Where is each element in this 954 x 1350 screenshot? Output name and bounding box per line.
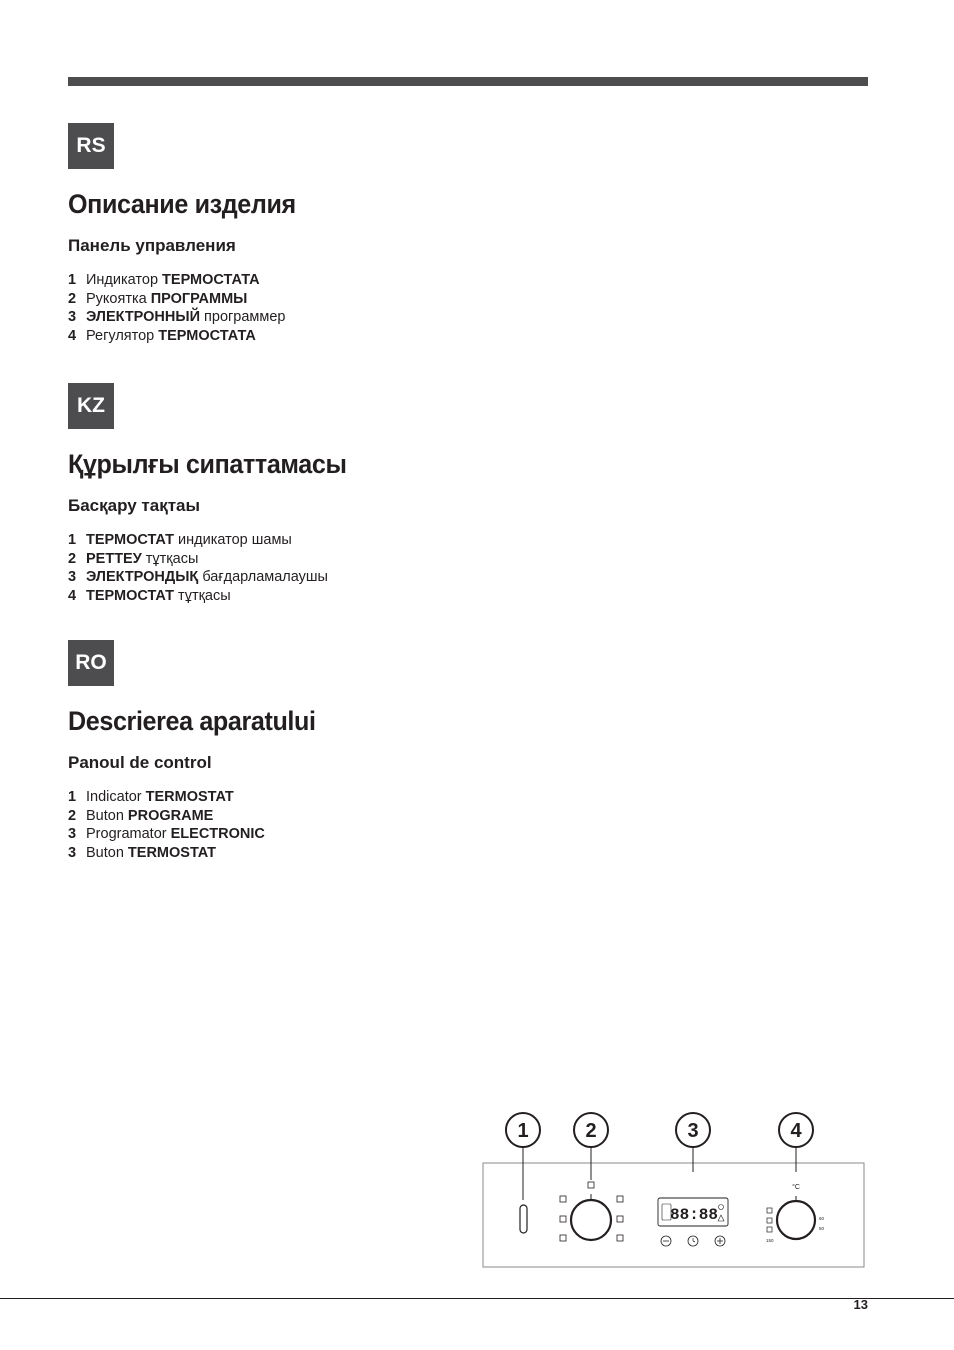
list-item (68, 550, 328, 569)
item-bold: ТЕРМОСТАТ (86, 532, 175, 548)
section-title: Құрылғы сипаттамасы (68, 449, 347, 479)
item-text: Programator (86, 826, 171, 842)
callout-label: 2 (585, 1120, 597, 1142)
callout-2 (574, 1113, 608, 1147)
item-number: 3 (68, 826, 77, 842)
callout-label: 1 (517, 1120, 529, 1142)
celsius-label: °C (792, 1184, 800, 1191)
item-list (68, 531, 328, 605)
plus-button[interactable] (715, 1236, 725, 1246)
display-digits: 88:88 (669, 1206, 719, 1224)
item-bold: ЭЛЕКТРОНДЫҚ (86, 569, 199, 585)
item-text: Регулятор (86, 327, 159, 344)
clock-button[interactable] (688, 1236, 698, 1246)
list-item (68, 271, 286, 290)
item-text: тұтқасы (174, 587, 231, 604)
list-item (68, 531, 328, 550)
section-rs (68, 123, 668, 344)
item-number: 2 (68, 290, 77, 307)
item-text: Индикатор (86, 272, 163, 288)
dial-scale-label: 50 (819, 1226, 825, 1231)
item-bold: PROGRAME (127, 807, 214, 824)
language-badge: KZ (68, 383, 114, 429)
item-list (68, 271, 286, 345)
top-rule (68, 77, 868, 86)
language-badge: RS (68, 123, 114, 169)
callout-1 (506, 1113, 540, 1147)
section-ro (68, 640, 668, 861)
item-number: 3 (68, 569, 77, 585)
item-bold: TERMOSTAT (127, 844, 216, 861)
list-item (68, 844, 265, 863)
dial-scale-label: 60 (819, 1216, 825, 1221)
list-item (68, 290, 286, 309)
item-number: 2 (68, 807, 77, 824)
section-subtitle: Басқару тақтаы (68, 496, 201, 515)
item-text: бағдарламалаушы (198, 569, 328, 585)
item-bold: ТЕРМОСТАТА (158, 327, 256, 344)
electronic-programmer (658, 1198, 728, 1226)
list-item (68, 825, 265, 844)
item-bold: ТЕРМОСТАТА (162, 272, 260, 288)
callout-label: 4 (790, 1120, 802, 1142)
item-number: 4 (68, 327, 77, 344)
item-bold: ПРОГРАММЫ (150, 290, 248, 307)
section-title: Описание изделия (68, 189, 296, 219)
control-panel-diagram (480, 1110, 870, 1270)
section-subtitle: Panoul de control (68, 753, 212, 772)
language-badge: RO (68, 640, 114, 686)
item-number: 1 (68, 272, 77, 288)
item-bold: ТЕРМОСТАТ (86, 587, 175, 604)
item-text: Indicator (86, 789, 146, 805)
minus-button[interactable] (661, 1236, 671, 1246)
list-item (68, 788, 265, 807)
item-bold: TERMOSTAT (145, 789, 234, 805)
item-text: Buton (86, 807, 128, 824)
section-title: Descrierea aparatului (68, 706, 316, 736)
item-bold: РЕТТЕУ (86, 550, 142, 567)
list-item (68, 807, 265, 826)
bottom-rule (0, 1298, 954, 1299)
page-number: 13 (853, 1297, 868, 1312)
item-number: 1 (68, 532, 77, 548)
item-text: Buton (86, 844, 128, 861)
item-list (68, 788, 265, 862)
section-kz (68, 383, 668, 604)
callout-3 (676, 1113, 710, 1147)
list-item (68, 308, 286, 327)
item-number: 3 (68, 309, 77, 325)
list-item (68, 327, 286, 346)
list-item (68, 568, 328, 587)
item-number: 4 (68, 587, 77, 604)
item-number: 1 (68, 789, 77, 805)
item-text: Рукоятка (86, 290, 151, 307)
list-item (68, 587, 328, 606)
dial-scale-label: 150 (766, 1238, 774, 1243)
item-number: 3 (68, 844, 77, 861)
item-text: индикатор шамы (174, 532, 292, 548)
thermostat-scale-icons (767, 1208, 772, 1232)
item-bold: ELECTRONIC (170, 826, 265, 842)
thermostat-indicator-light (520, 1205, 527, 1233)
item-text: программер (200, 309, 286, 325)
section-subtitle: Панель управления (68, 236, 236, 255)
callout-4 (779, 1113, 813, 1147)
item-text: тұтқасы (141, 550, 199, 567)
item-number: 2 (68, 550, 77, 567)
item-bold: ЭЛЕКТРОННЫЙ (86, 309, 200, 325)
callout-label: 3 (687, 1120, 699, 1142)
